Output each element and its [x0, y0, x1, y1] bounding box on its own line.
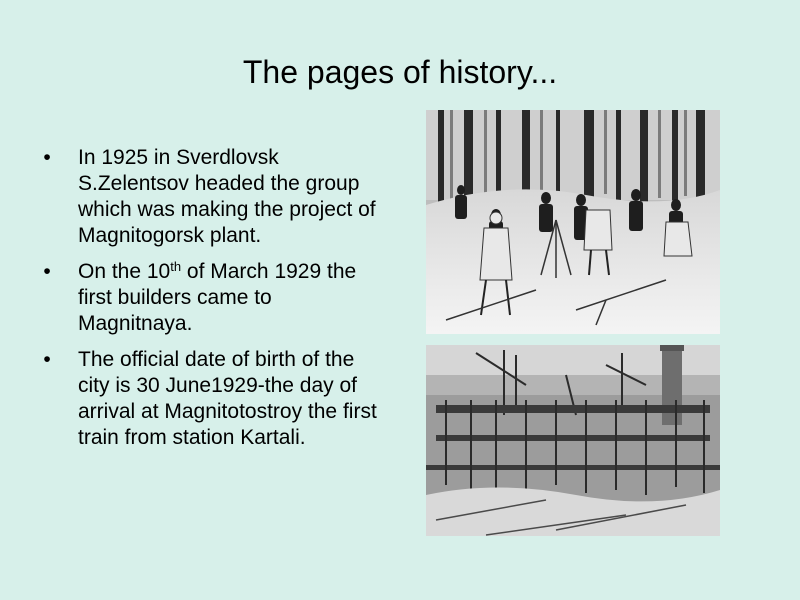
bullet-text-2-sup: th — [170, 259, 182, 274]
bullet-text-2-pre: On the 10 — [78, 260, 171, 283]
bullet-text-2 — [78, 260, 356, 335]
snowy-forest-surveyors-photo — [426, 110, 720, 334]
bullet-icon: • — [43, 348, 51, 371]
bullet-text-1: In 1925 in Sverdlovsk S.Zelentsov headed the group which was making the project of Magnitogorsk plant. — [78, 146, 376, 247]
bullet-list — [40, 145, 390, 461]
slide-title: The pages of history... — [242, 54, 558, 90]
bullet-text-2-post: of March 1929 the first builders came to Magnitnaya. — [78, 260, 357, 335]
bullet-item-1 — [40, 145, 390, 249]
construction-site-photo — [426, 345, 720, 536]
bullet-icon: • — [43, 146, 51, 169]
bullet-icon: • — [43, 260, 51, 283]
bullet-text-3: The official date of birth of the city is 30 June1929-the day of arrival at Magnitotostroy the first train from station Kartali. — [78, 348, 377, 449]
bullet-item-2 — [40, 259, 390, 337]
bullet-item-3 — [40, 347, 390, 451]
